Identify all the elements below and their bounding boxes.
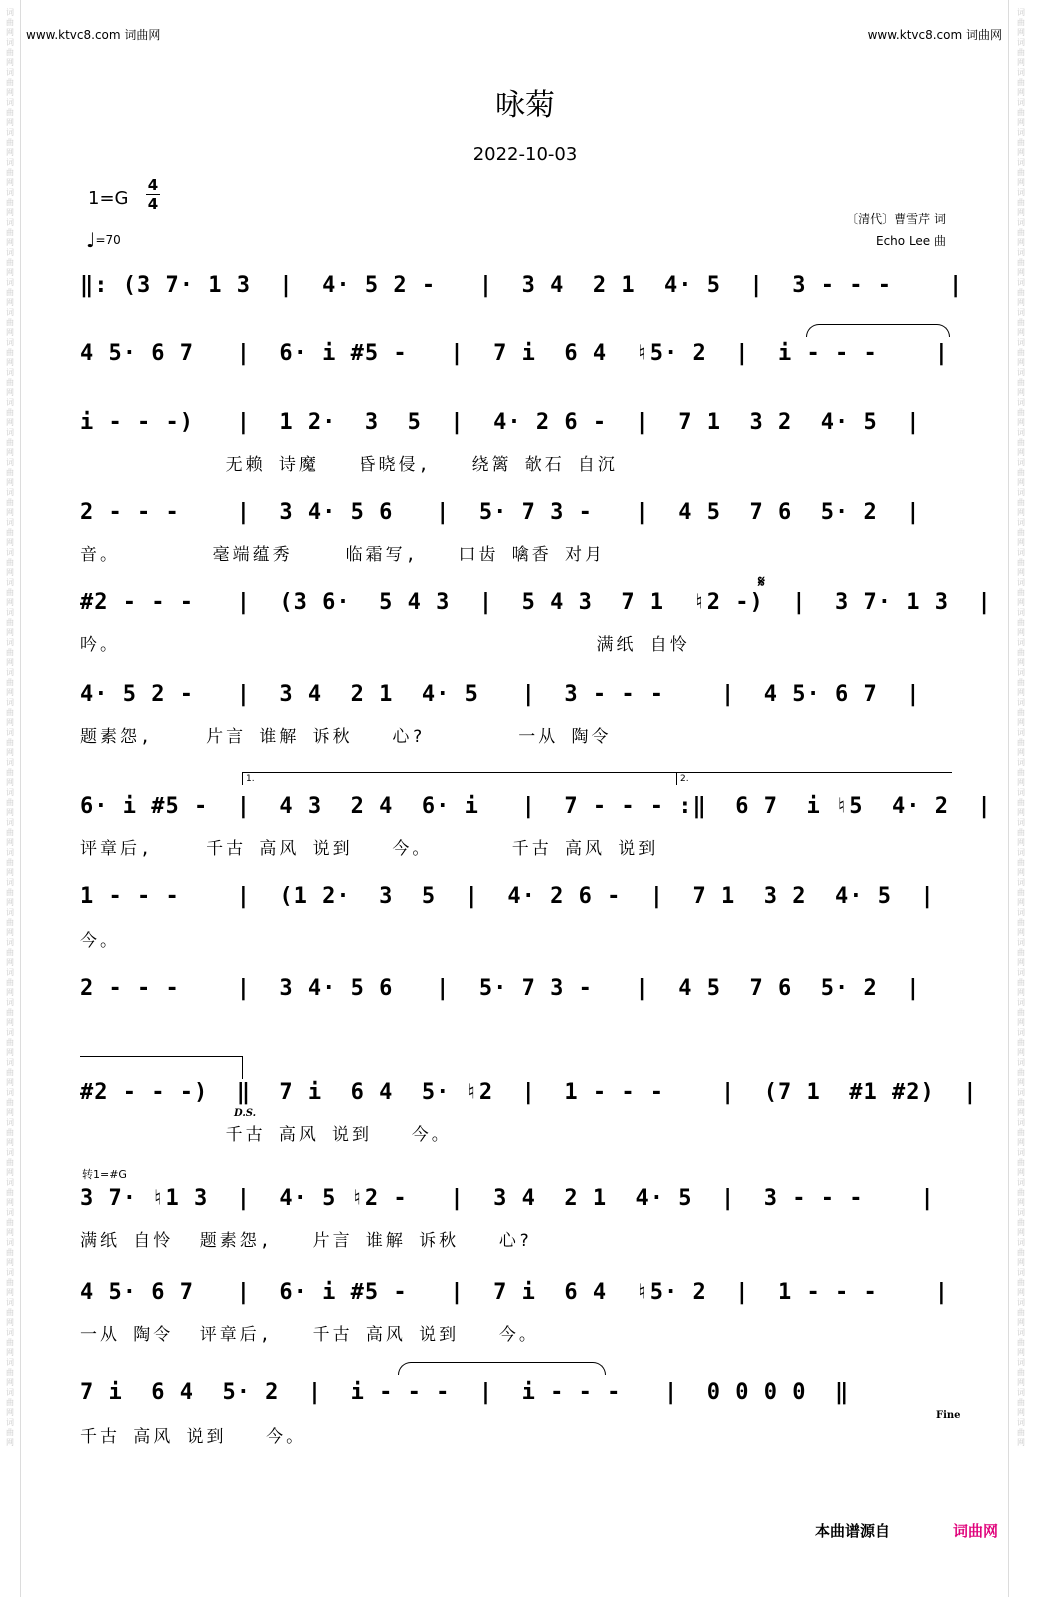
music-row-4: 2 - - - | 3 4· 5 6 | 5· 7 3 - | 4 5 7 6 5· 2 | xyxy=(80,500,921,525)
tie-arc xyxy=(806,324,950,337)
ds-bracket xyxy=(80,1056,243,1079)
lyric-row-6: 题素怨, 片言 谁解 诉秋 心? 一从 陶令 xyxy=(80,727,612,747)
time-signature-top: 4 xyxy=(147,176,159,194)
music-row-1: ‖: (3 7· 1 3 | 4· 5 2 - | 3 4 2 1 4· 5 | 3 - - - | xyxy=(80,273,964,298)
music-row-11: 3 7· ♮1 3 | 4· 5 ♮2 - | 3 4 2 1 4· 5 | 3 - - - | xyxy=(80,1186,935,1211)
tempo-value: =70 xyxy=(95,233,121,247)
lyric-row-12: 一从 陶令 评章后, 千古 高风 说到 今。 xyxy=(80,1325,539,1345)
right-side-watermark: 词曲网词曲网词曲网词曲网词曲网词曲网词曲网词曲网词曲网词曲网词曲网词曲网词曲网词曲网词曲网词曲网词曲网词曲网词曲网词曲网词曲网词曲网词曲网词曲网词曲网词曲网词曲网词曲网词曲网词曲网词曲网词曲网词曲网词曲网词曲网词曲网词曲网词曲网词曲网词曲网词曲网词曲网词曲网词曲网词曲网词曲网词曲网词曲网 xyxy=(1017,8,1025,1447)
song-title: 咏菊 xyxy=(495,88,555,123)
header-site-right[interactable]: www.ktvc8.com 词曲网 xyxy=(867,28,1002,42)
music-row-12: 4 5· 6 7 | 6· i #5 - | 7 i 6 4 ♮5· 2 | 1 - - - | xyxy=(80,1280,949,1305)
lyricist-credit: 〔清代〕曹雪芹 词 xyxy=(846,212,946,226)
left-side-watermark: 词曲网词曲网词曲网词曲网词曲网词曲网词曲网词曲网词曲网词曲网词曲网词曲网词曲网词曲网词曲网词曲网词曲网词曲网词曲网词曲网词曲网词曲网词曲网词曲网词曲网词曲网词曲网词曲网词曲网词曲网词曲网词曲网词曲网词曲网词曲网词曲网词曲网词曲网词曲网词曲网词曲网词曲网词曲网词曲网词曲网词曲网词曲网词曲网 xyxy=(6,8,14,1447)
lyric-row-7: 评章后, 千古 高风 说到 今。 千古 高风 说到 xyxy=(80,839,659,859)
lyric-row-5: 吟。 满纸 自怜 xyxy=(80,635,690,655)
composer-credit: Echo Lee 曲 xyxy=(876,234,946,248)
music-row-2: 4 5· 6 7 | 6· i #5 - | 7 i 6 4 ♮5· 2 | i - - - | xyxy=(80,341,949,366)
right-margin-line xyxy=(1008,0,1009,1597)
tempo-marking xyxy=(86,228,121,252)
fine-mark: Fine xyxy=(936,1410,961,1421)
music-row-7: 6· i #5 - | 4 3 2 4 6· i | 7 - - - :‖ 6 7 i ♮5 4· 2 | xyxy=(80,794,992,819)
second-ending-bracket: 2. xyxy=(676,772,952,785)
footer-source-site[interactable]: 词曲网 xyxy=(952,1522,998,1540)
segno-mark: 𝄋 xyxy=(758,572,765,591)
lyric-row-3: 无赖 诗魔 昏晓侵, 绕篱 欹石 自沉 xyxy=(80,455,618,475)
music-row-13: 7 i 6 4 5· 2 | i - - - | i - - - | 0 0 0 0 ‖ xyxy=(80,1380,850,1405)
time-signature-bottom: 4 xyxy=(147,195,159,213)
music-row-9: 2 - - - | 3 4· 5 6 | 5· 7 3 - | 4 5 7 6 5· 2 | xyxy=(80,976,921,1001)
ds-mark: D.S. xyxy=(234,1108,257,1119)
footer-source-label: 本曲谱源自 xyxy=(814,1522,890,1540)
lyric-row-10: 千古 高风 说到 今。 xyxy=(80,1125,452,1145)
lyric-row-11: 满纸 自怜 题素怨, 片言 谁解 诉秋 心? xyxy=(80,1231,533,1251)
music-row-5: #2 - - - | (3 6· 5 4 3 | 5 4 3 7 1 ♮2 -) | 3 7· 1 3 | xyxy=(80,590,992,615)
lyric-row-8: 今。 xyxy=(80,931,120,951)
music-row-6: 4· 5 2 - | 3 4 2 1 4· 5 | 3 - - - | 4 5· 6 7 | xyxy=(80,682,921,707)
quarter-note-icon: ♩ xyxy=(86,228,96,252)
lyric-row-4: 音。 毫端蕴秀 临霜写, 口齿 噙香 对月 xyxy=(80,545,605,565)
music-row-10: #2 - - -) ‖ 7 i 6 4 5· ♮2 | 1 - - - | (7 1 #1 #2) | xyxy=(80,1080,978,1105)
song-date: 2022-10-03 xyxy=(472,144,578,165)
first-ending-bracket: 1. xyxy=(242,772,676,785)
tie-arc-final xyxy=(398,1362,606,1375)
header-site-left[interactable]: www.ktvc8.com 词曲网 xyxy=(26,28,161,42)
key-signature: 1=G xyxy=(88,188,129,209)
left-margin-line xyxy=(20,0,21,1597)
lyric-row-13: 千古 高风 说到 今。 xyxy=(80,1427,307,1447)
modulation-mark: 转1=#G xyxy=(82,1168,127,1181)
music-row-8: 1 - - - | (1 2· 3 5 | 4· 2 6 - | 7 1 3 2 4· 5 | xyxy=(80,884,935,909)
music-row-3: i - - -) | 1 2· 3 5 | 4· 2 6 - | 7 1 3 2 4· 5 | xyxy=(80,410,921,435)
time-signature xyxy=(146,177,160,212)
